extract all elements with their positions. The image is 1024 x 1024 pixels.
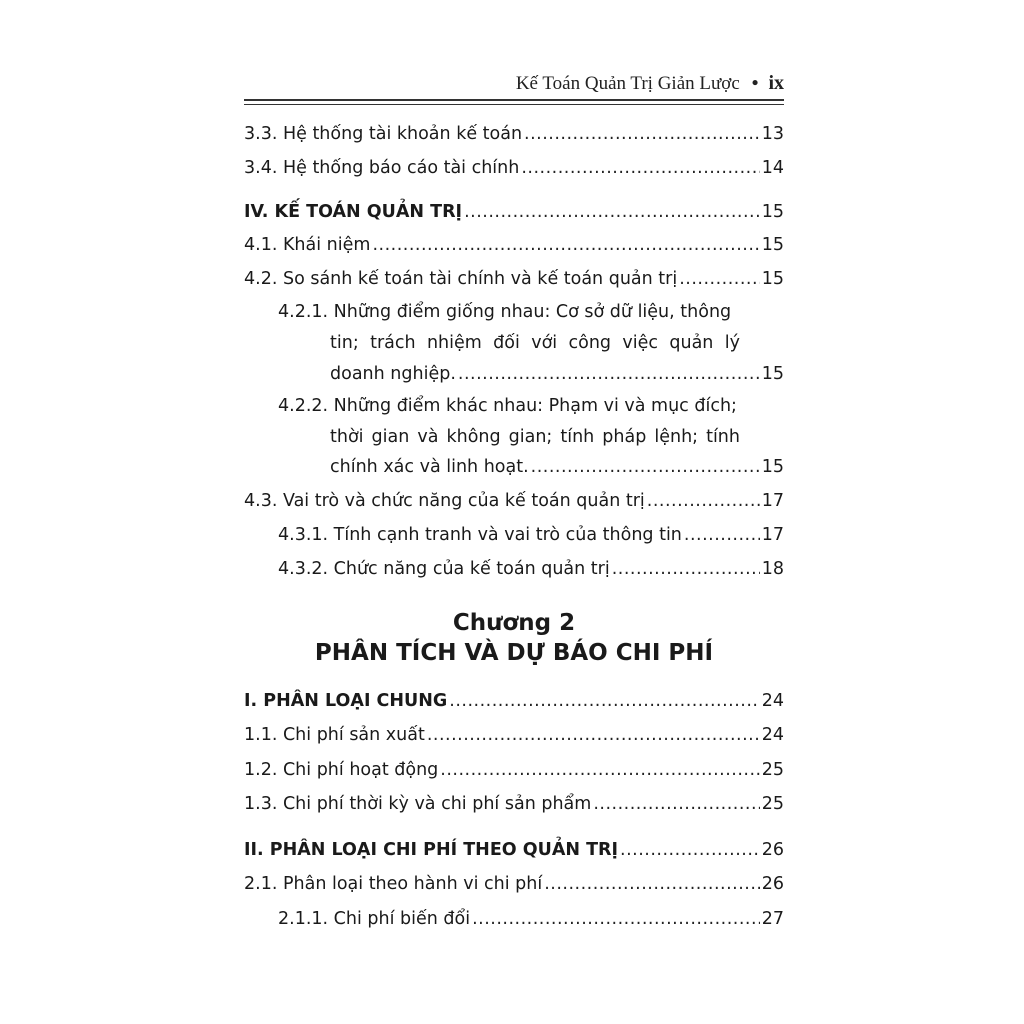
toc-section-heading[interactable] [244, 838, 784, 862]
toc-entry-line[interactable]: 4.2.2. Những điểm khác nhau: Phạm vi và mục đích; [278, 396, 737, 416]
toc-entry-label: IV. KẾ TOÁN QUẢN TRỊ [244, 202, 463, 222]
dot-leader [593, 792, 759, 816]
toc-entry-page: 24 [761, 691, 784, 711]
book-title: Kế Toán Quản Trị Giản Lược [515, 73, 740, 94]
toc-entry-line[interactable]: thời gian và không gian; tính pháp lệnh; tính [330, 427, 740, 447]
toc-entry-page: 17 [761, 491, 784, 511]
toc-entry-label: 3.3. Hệ thống tài khoản kế toán [244, 124, 523, 144]
dot-leader [449, 689, 759, 713]
toc-entry-page: 26 [761, 874, 784, 894]
toc-entry-page: 25 [761, 794, 784, 814]
toc-entry-page: 15 [761, 457, 784, 477]
dot-leader [472, 907, 760, 931]
toc-entry[interactable] [244, 267, 784, 291]
toc-entry-label: chính xác và linh hoạt. [330, 457, 529, 477]
toc-entry[interactable] [278, 907, 784, 931]
toc-entry[interactable] [244, 156, 784, 180]
dot-leader [531, 455, 760, 479]
dot-leader [620, 838, 760, 862]
toc-entry[interactable] [244, 758, 784, 782]
toc-entry-page: 15 [761, 364, 784, 384]
dot-leader [647, 489, 760, 513]
toc-entry-label: II. PHÂN LOẠI CHI PHÍ THEO QUẢN TRỊ [244, 840, 619, 860]
dot-leader [464, 200, 760, 224]
toc-section-heading[interactable] [244, 689, 784, 713]
toc-entry[interactable] [278, 523, 784, 547]
toc-entry-page: 18 [761, 559, 784, 579]
toc-entry[interactable] [278, 557, 784, 581]
toc-entry-page: 27 [761, 909, 784, 929]
toc-entry-label: 1.1. Chi phí sản xuất [244, 725, 425, 745]
toc-entry-label: 1.3. Chi phí thời kỳ và chi phí sản phẩm [244, 794, 592, 814]
toc-entry-page: 15 [761, 269, 784, 289]
toc-entry-label: I. PHÂN LOẠI CHUNG [244, 691, 448, 711]
toc-entry-label: 4.1. Khái niệm [244, 235, 371, 255]
toc-entry-label: 2.1.1. Chi phí biến đổi [278, 909, 471, 929]
toc-entry-label: 4.2. So sánh kế toán tài chính và kế toán quản trị [244, 269, 678, 289]
dot-leader [372, 233, 759, 257]
toc-entry-page: 25 [761, 760, 784, 780]
dot-leader [427, 723, 760, 747]
toc-entry[interactable] [330, 455, 784, 479]
dot-leader [458, 362, 760, 386]
dot-leader [684, 523, 760, 547]
toc-entry-label: doanh nghiệp. [330, 364, 456, 384]
dot-leader [612, 557, 760, 581]
dot-leader [524, 122, 760, 146]
toc-entry-label: 3.4. Hệ thống báo cáo tài chính [244, 158, 520, 178]
dot-leader [544, 872, 759, 896]
toc-entry-line[interactable]: tin; trách nhiệm đối với công việc quản lý [330, 333, 740, 353]
running-header [244, 72, 784, 95]
toc-entry-label: 1.2. Chi phí hoạt động [244, 760, 439, 780]
toc-entry-page: 26 [761, 840, 784, 860]
dot-leader [679, 267, 760, 291]
toc-entry-page: 24 [761, 725, 784, 745]
toc-entry-page: 15 [761, 235, 784, 255]
toc-entry-line[interactable]: 4.2.1. Những điểm giống nhau: Cơ sở dữ liệu, thông [278, 302, 732, 322]
toc-entry[interactable] [244, 723, 784, 747]
header-bullet: • [751, 73, 759, 94]
toc-entry-page: 14 [761, 158, 784, 178]
toc-entry[interactable] [244, 872, 784, 896]
chapter-number: Chương 2 [452, 610, 576, 636]
toc-entry[interactable] [244, 489, 784, 513]
dot-leader [440, 758, 759, 782]
toc-entry-label: 4.3.1. Tính cạnh tranh và vai trò của thông tin [278, 525, 682, 545]
toc-entry[interactable] [330, 362, 784, 386]
toc-entry-page: 13 [761, 124, 784, 144]
toc-entry-page: 17 [761, 525, 784, 545]
toc-entry-label: 4.3.2. Chức năng của kế toán quản trị [278, 559, 610, 579]
toc-entry[interactable] [244, 122, 784, 146]
header-rule-thin [244, 104, 784, 105]
toc-entry[interactable] [244, 792, 784, 816]
toc-section-heading[interactable] [244, 200, 784, 224]
chapter-title: PHÂN TÍCH VÀ DỰ BÁO CHI PHÍ [314, 640, 714, 666]
toc-entry-label: 4.3. Vai trò và chức năng của kế toán quản trị [244, 491, 645, 511]
toc-entry-label: 2.1. Phân loại theo hành vi chi phí [244, 874, 543, 894]
header-rule-thick [244, 99, 784, 101]
toc-entry[interactable] [244, 233, 784, 257]
page-number: ix [768, 72, 784, 94]
toc-entry-page: 15 [761, 202, 784, 222]
dot-leader [521, 156, 759, 180]
